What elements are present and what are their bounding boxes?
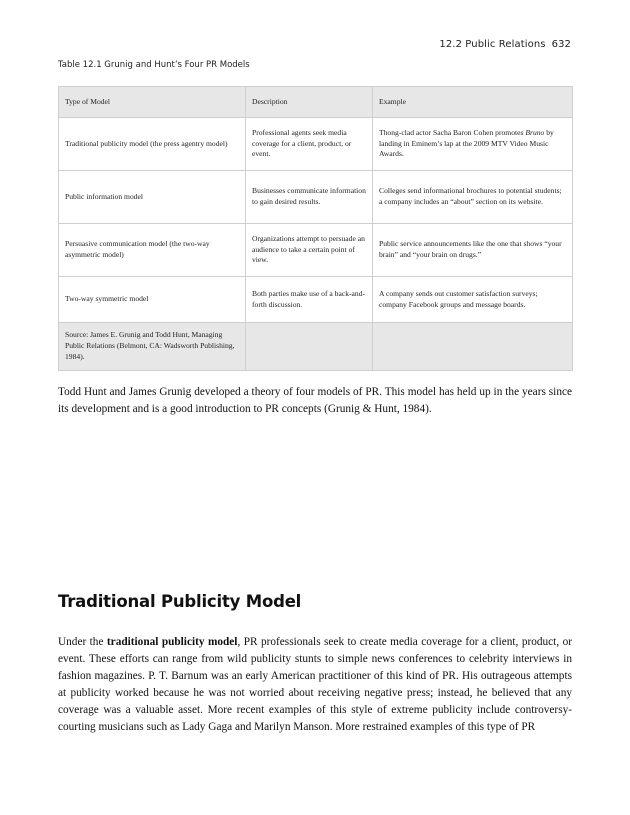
running-header [439, 39, 571, 50]
cell-type: Public information model [59, 171, 246, 224]
table-row [59, 224, 573, 277]
example-text-before: Thong-clad actor Sacha Baron Cohen promotes [379, 127, 526, 137]
running-header-section: 12.2 Public Relations [439, 39, 546, 50]
cell-type: Traditional publicity model (the press agentry model) [59, 118, 246, 171]
table-source-note: Source: James E. Grunig and Todd Hunt, Managing Public Relations (Belmont, CA: Wadsworth Publishing, 1984). [59, 323, 246, 371]
cell-example: A company sends out customer satisfaction surveys; company Facebook groups and message boards. [373, 277, 573, 323]
empty-cell [373, 323, 573, 371]
cell-type: Two-way symmetric model [59, 277, 246, 323]
pr-models-table [58, 86, 573, 371]
table-caption: Table 12.1 Grunig and Hunt’s Four PR Models [58, 60, 250, 70]
page-number: 632 [551, 39, 571, 50]
cell-description: Businesses communicate information to gain desired results. [246, 171, 373, 224]
cell-example: Public service announcements like the one that shows “your brain” and “your brain on drugs.” [373, 224, 573, 277]
table-row [59, 118, 573, 171]
table-row [59, 277, 573, 323]
section-heading: Traditional Publicity Model [58, 592, 302, 611]
example-text-after: by landing in Eminem’s lap at the 2009 MTV Video Music Awards. [379, 127, 554, 159]
column-header-type: Type of Model [59, 87, 246, 118]
table-row [59, 171, 573, 224]
paragraph-lead: Under the [58, 636, 107, 648]
cell-example [373, 118, 573, 171]
table-source-row [59, 323, 573, 371]
empty-cell [246, 323, 373, 371]
cell-type: Persuasive communication model (the two-way asymmetric model) [59, 224, 246, 277]
cell-description: Both parties make use of a back-and-forth discussion. [246, 277, 373, 323]
cell-description: Organizations attempt to persuade an audience to take a certain point of view. [246, 224, 373, 277]
example-text-italic: Bruno [525, 127, 545, 137]
section-paragraph [58, 634, 572, 736]
column-header-description: Description [246, 87, 373, 118]
table-header-row [59, 87, 573, 118]
column-header-example: Example [373, 87, 573, 118]
cell-example: Colleges send informational brochures to potential students; a company includes an “about” section on its website. [373, 171, 573, 224]
intro-paragraph: Todd Hunt and James Grunig developed a theory of four models of PR. This model has held up in the years since its development and is a good introduction to PR concepts (Grunig & Hunt, 1984). [58, 386, 572, 415]
paragraph-body: , PR professionals seek to create media coverage for a client, product, or event. These efforts can range from wild publicity stunts to simple news conferences to celebrity interviews in fashion magazines. P. T. Barnum was an early American practitioner of this kind of PR. His outrageous attempts at publicity worked because he was not worried about receiving negative press; instead, he believed that any coverage was a valuable asset. More recent examples of this style of extreme publicity include controversy-courting musicians such as Lady Gaga and Marilyn Manson. More restrained examples of this type of PR [58, 636, 572, 733]
key-term: traditional publicity model [106, 636, 238, 648]
cell-description: Professional agents seek media coverage for a client, product, or event. [246, 118, 373, 171]
